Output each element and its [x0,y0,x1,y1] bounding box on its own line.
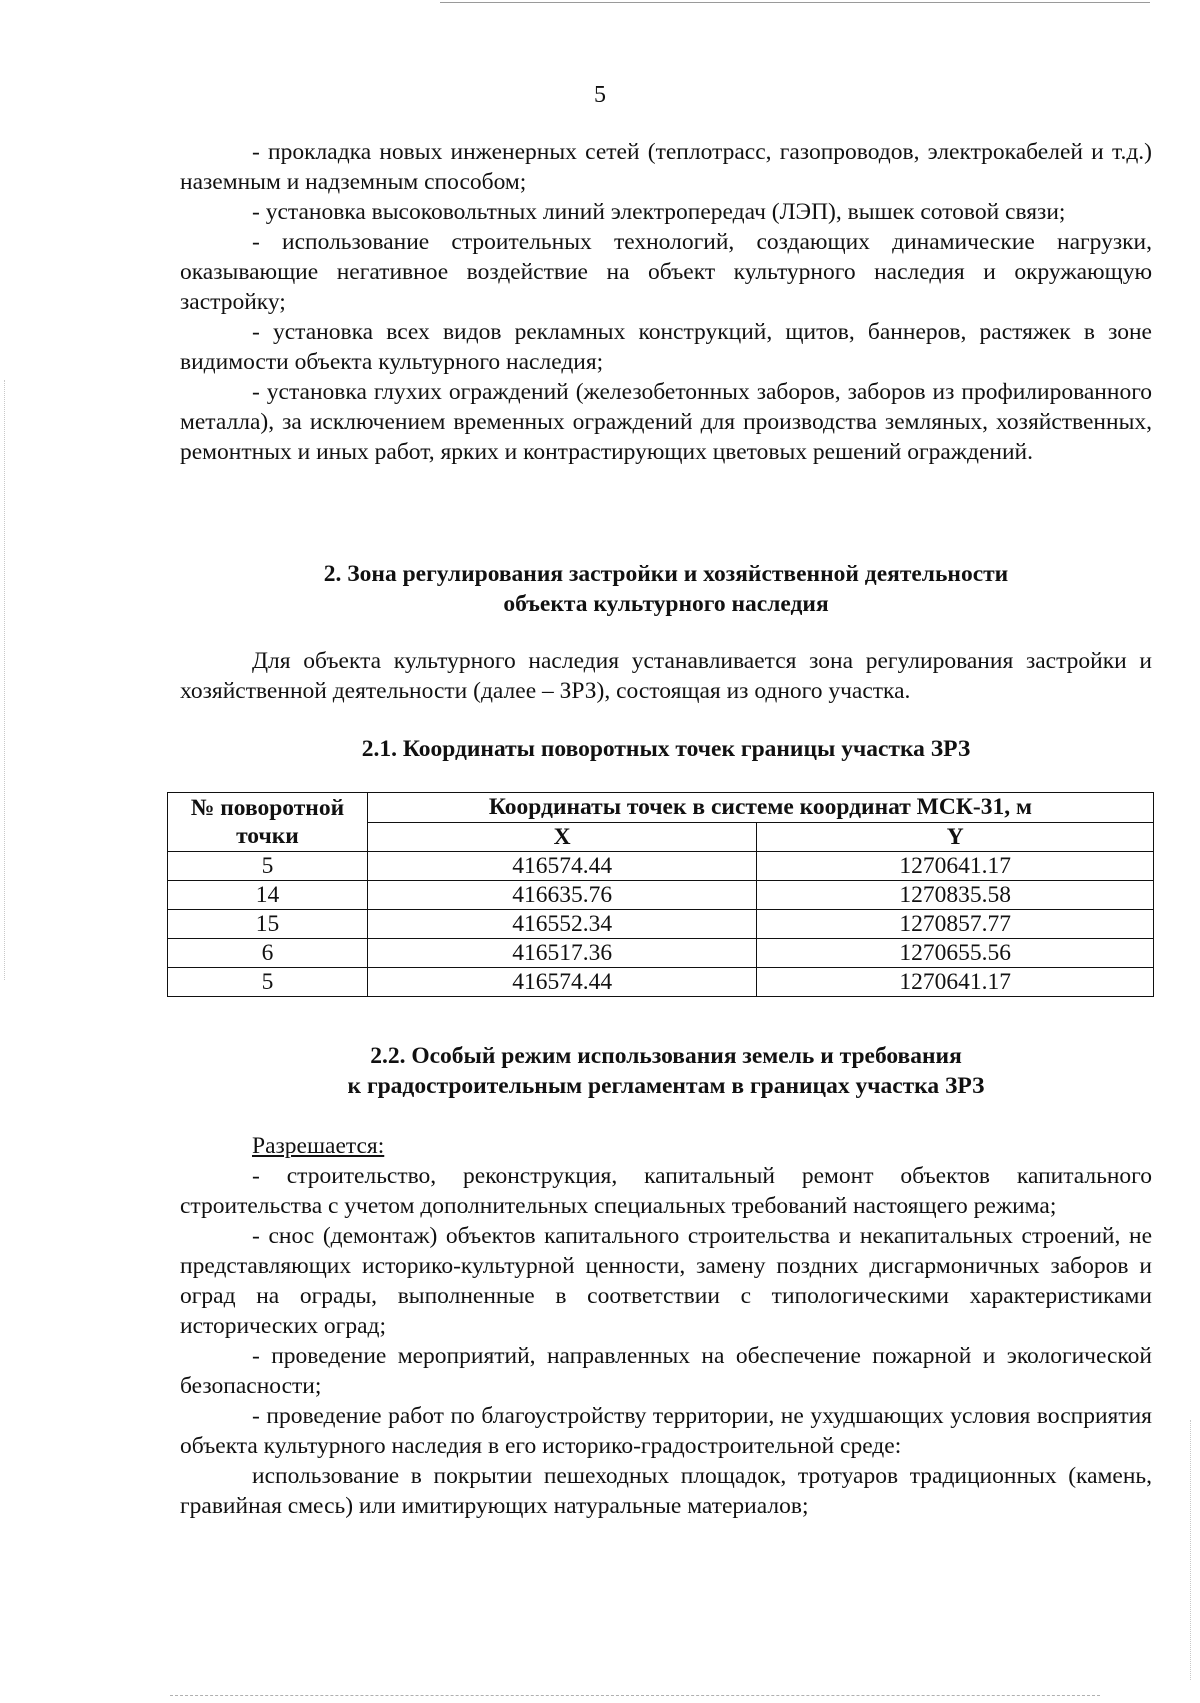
coordinates-table [167,792,1154,997]
y-cell: 1270857.77 [757,910,1154,939]
table-row [168,881,1154,910]
section-2-2-body [180,1131,1152,1521]
point-cell: 5 [168,968,368,997]
list-item: - проведение работ по благоустройству территории, не ухудшающих условия восприятия объекта культурного наследия в его историко-градостроительной среде: [180,1403,1152,1459]
point-cell: 5 [168,852,368,881]
list-item: - установка высоковольтных линий электропередач (ЛЭП), вышек сотовой связи; [252,199,1066,225]
table-row [168,910,1154,939]
section-2-heading-line: 2. Зона регулирования застройки и хозяйственной деятельности [323,561,1009,587]
x-cell: 416574.44 [367,852,757,881]
section-2-1-heading: 2.1. Координаты поворотных точек границы участка ЗРЗ [361,736,971,762]
x-cell: 416574.44 [367,968,757,997]
section-2-body [180,646,1152,706]
y-cell: 1270641.17 [757,968,1154,997]
list-item: - снос (демонтаж) объектов капитального строительства и некапитальных строений, не представляющих историко-культурной ценности, замену поздних дисгармоничных заборов и оград на ограды, выполненные в соответствии с типологическими характеристиками исторических оград; [180,1223,1152,1339]
table-row [168,939,1154,968]
list-item: - установка глухих ограждений (железобетонных заборов, заборов из профилированного металла), за исключением временных ограждений для производства земляных, хозяйственных, ремонтных и иных работ, ярких и контрастирующих цветовых решений ограждений. [180,379,1152,465]
scan-right-artifact [1190,1420,1191,1680]
y-cell: 1270641.17 [757,852,1154,881]
y-cell: 1270835.58 [757,881,1154,910]
section-2-paragraph: Для объекта культурного наследия устанавливается зона регулирования застройки и хозяйственной деятельности (далее – ЗРЗ), состоящая из одного участка. [180,648,1152,704]
allowed-label-line [180,1131,1152,1161]
section-2-2-heading-line: к градостроительным регламентам в границах участка ЗРЗ [347,1073,985,1099]
y-header: Y [757,822,1154,852]
y-cell: 1270655.56 [757,939,1154,968]
list-item: - установка всех видов рекламных конструкций, щитов, баннеров, растяжек в зоне видимости объекта культурного наследия; [180,319,1152,375]
x-cell: 416517.36 [367,939,757,968]
scan-top-rule [440,2,1150,3]
section-2-heading [180,559,1152,619]
point-cell: 14 [168,881,368,910]
section-2-heading-line: объекта культурного наследия [503,591,829,617]
point-cell: 15 [168,910,368,939]
intro-list [180,137,1152,467]
section-2-2-heading-line: 2.2. Особый режим использования земель и требования [370,1043,962,1069]
coordinates-header: Координаты точек в системе координат МСК-31, м [367,793,1153,823]
scan-bottom-rule [170,1695,1100,1696]
section-2-2-heading [180,1041,1152,1101]
allowed-label: Разрешается: [252,1133,385,1159]
x-cell: 416635.76 [367,881,757,910]
list-item: - проведение мероприятий, направленных на обеспечение пожарной и экологической безопасности; [180,1343,1152,1399]
x-header: X [367,822,757,852]
list-item: - строительство, реконструкция, капитальный ремонт объектов капитального строительства с учетом дополнительных специальных требований настоящего режима; [180,1163,1152,1219]
table-row [168,968,1154,997]
point-number-header-text: № поворотной точки [190,795,345,849]
list-item: использование в покрытии пешеходных площадок, тротуаров традиционных (камень, гравийная смесь) или имитирующих натуральные материалов; [180,1463,1152,1519]
x-cell: 416552.34 [367,910,757,939]
list-item: - прокладка новых инженерных сетей (теплотрасс, газопроводов, электрокабелей и т.д.) наземным и надземным способом; [180,139,1152,195]
list-item: - использование строительных технологий, создающих динамические нагрузки, оказывающие негативное воздействие на объект культурного наследия и окружающую застройку; [180,229,1152,315]
scan-left-artifact [4,380,5,980]
page-number: 5 [594,82,606,108]
point-number-header [168,793,368,852]
table-row [168,852,1154,881]
point-cell: 6 [168,939,368,968]
